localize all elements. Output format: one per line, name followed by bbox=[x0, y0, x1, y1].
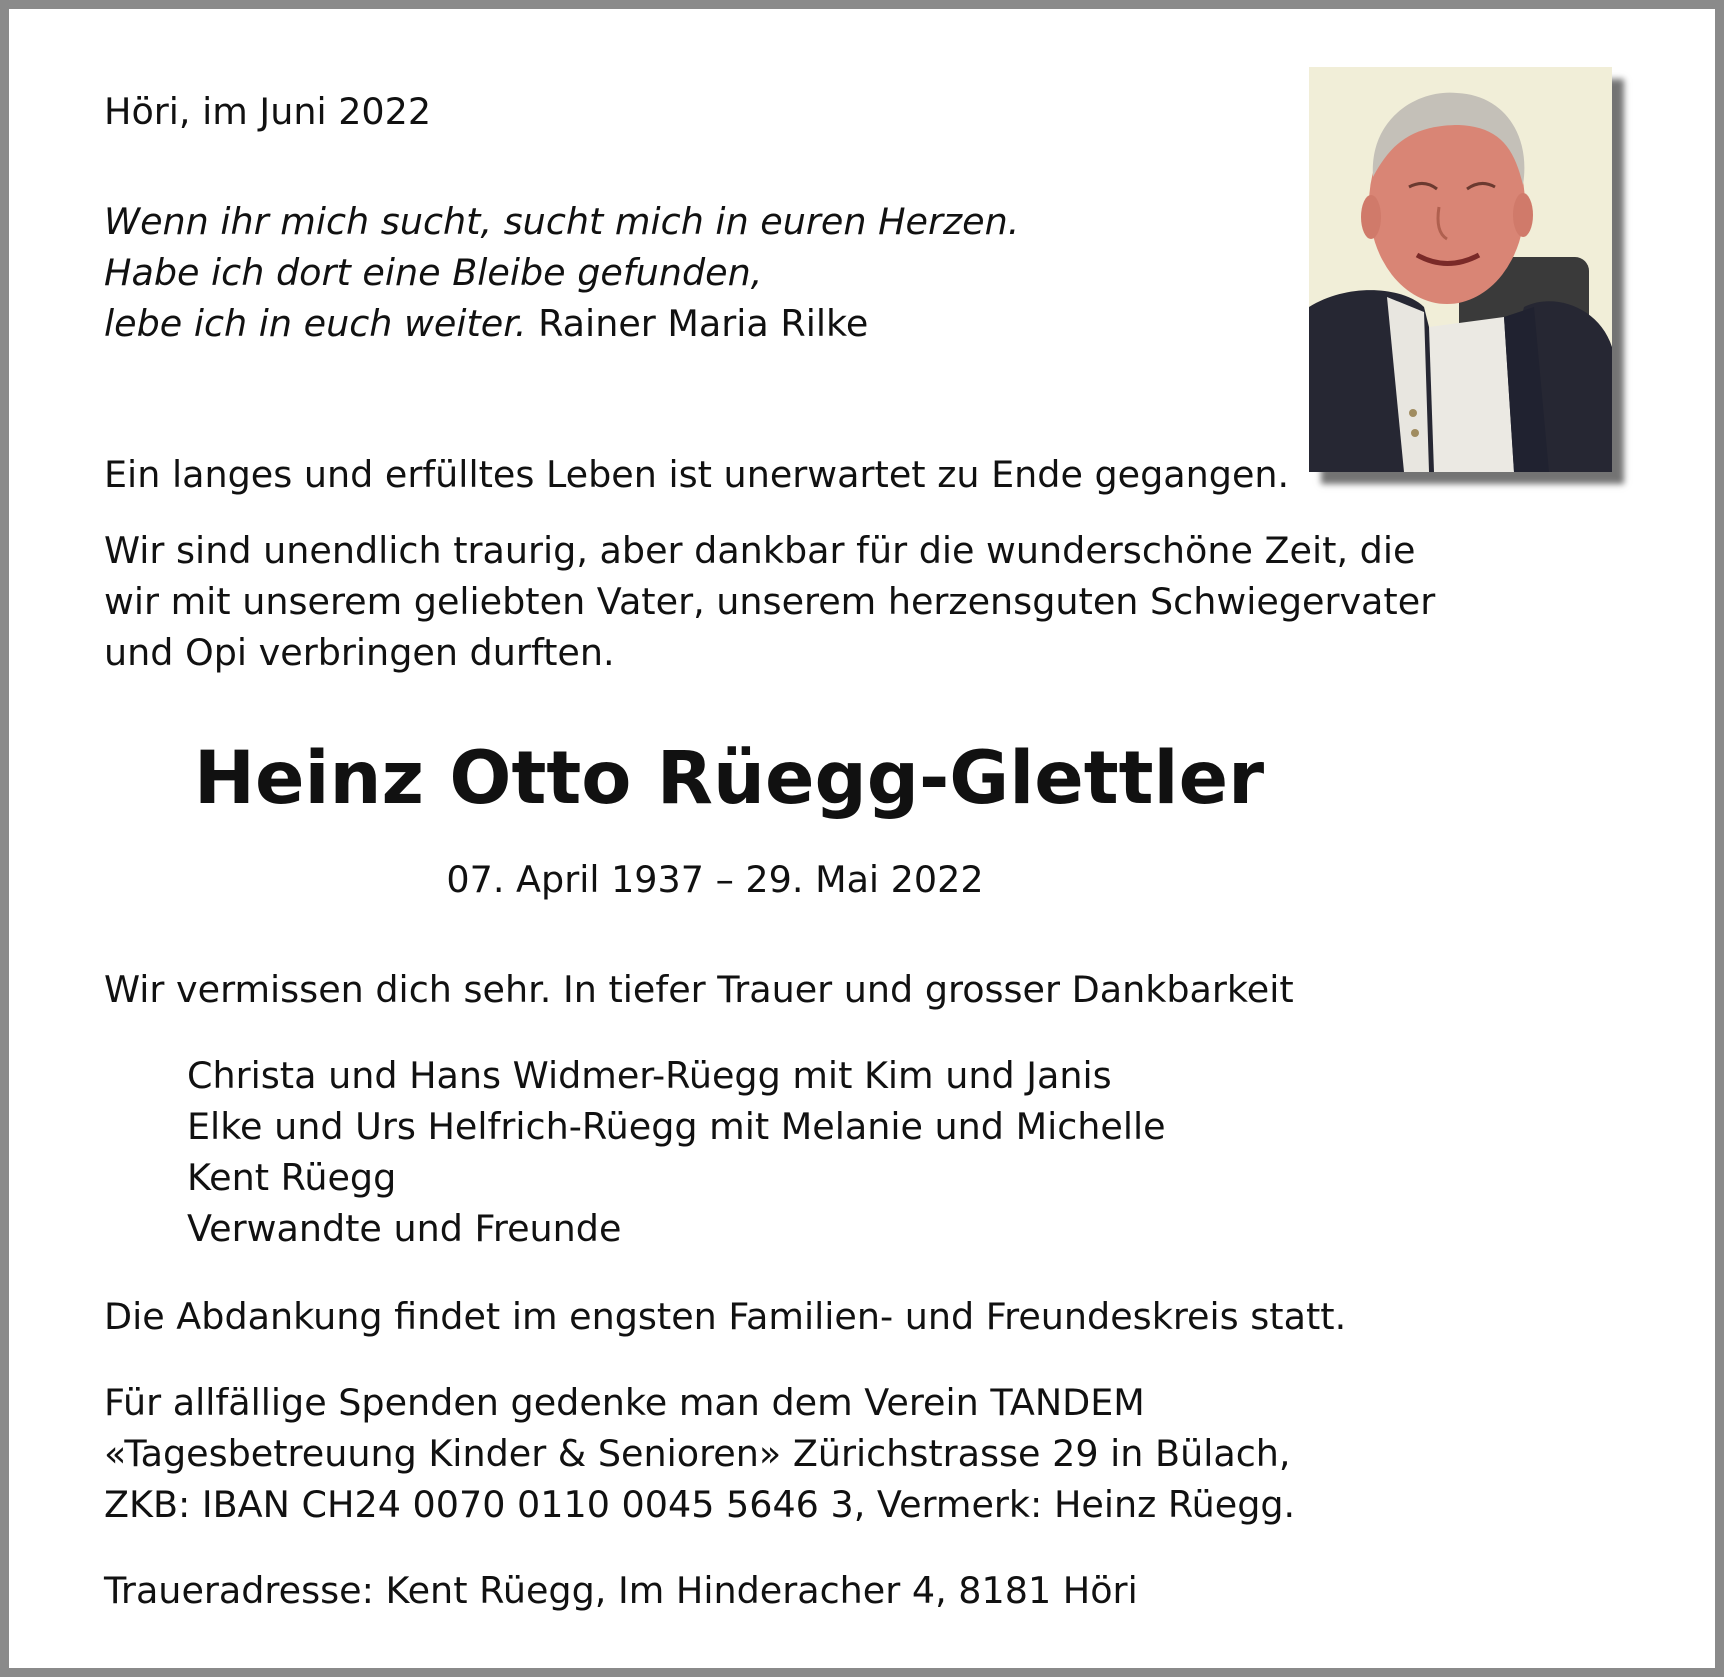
donation-line: ZKB: IBAN CH24 0070 0110 0045 5646 3, Vermerk: Heinz Rüegg. bbox=[104, 1483, 1296, 1526]
quote-line: lebe ich in euch weiter. bbox=[104, 302, 527, 345]
portrait-photo bbox=[1309, 67, 1612, 472]
mourners-list bbox=[187, 1050, 1166, 1254]
portrait-photo-icon bbox=[1309, 67, 1612, 472]
mourner-item: Elke und Urs Helfrich-Rüegg mit Melanie und Michelle bbox=[187, 1105, 1166, 1148]
donation-line: «Tagesbetreuung Kinder & Senioren» Zürichstrasse 29 in Bülach, bbox=[104, 1432, 1291, 1475]
deceased-name: Heinz Otto Rüegg-Glettler bbox=[193, 736, 1265, 821]
quote bbox=[104, 196, 1019, 349]
mourning-line: Wir vermissen dich sehr. In tiefer Trauer und grosser Dankbarkeit bbox=[104, 968, 1294, 1011]
intro-text: Ein langes und erfülltes Leben ist unerwartet zu Ende gegangen. bbox=[104, 453, 1290, 496]
ceremony-note: Die Abdankung findet im engsten Familien- und Freundeskreis statt. bbox=[104, 1295, 1347, 1338]
paragraph-line: wir mit unserem geliebten Vater, unserem herzensguten Schwiegervater bbox=[104, 580, 1436, 623]
mourner-item: Christa und Hans Widmer-Rüegg mit Kim und Janis bbox=[187, 1054, 1112, 1097]
donation-line: Für allfällige Spenden gedenke man dem Verein TANDEM bbox=[104, 1381, 1145, 1424]
life-dates: 07. April 1937 – 29. Mai 2022 bbox=[446, 858, 984, 901]
mourner-item: Kent Rüegg bbox=[187, 1156, 397, 1199]
quote-author: Rainer Maria Rilke bbox=[538, 302, 869, 345]
quote-line-3 bbox=[104, 298, 1019, 349]
quote-line: Wenn ihr mich sucht, sucht mich in euren Herzen. bbox=[104, 200, 1020, 243]
mourner-item: Verwandte und Freunde bbox=[187, 1207, 622, 1250]
place-date: Höri, im Juni 2022 bbox=[104, 90, 432, 133]
quote-line: Habe ich dort eine Bleibe gefunden, bbox=[104, 251, 763, 294]
paragraph bbox=[104, 525, 1435, 678]
paragraph-line: und Opi verbringen durften. bbox=[104, 631, 615, 674]
paragraph-line: Wir sind unendlich traurig, aber dankbar für die wunderschöne Zeit, die bbox=[104, 529, 1416, 572]
donation-info bbox=[104, 1377, 1295, 1530]
mourning-address: Traueradresse: Kent Rüegg, Im Hinderacher 4, 8181 Höri bbox=[104, 1569, 1138, 1612]
